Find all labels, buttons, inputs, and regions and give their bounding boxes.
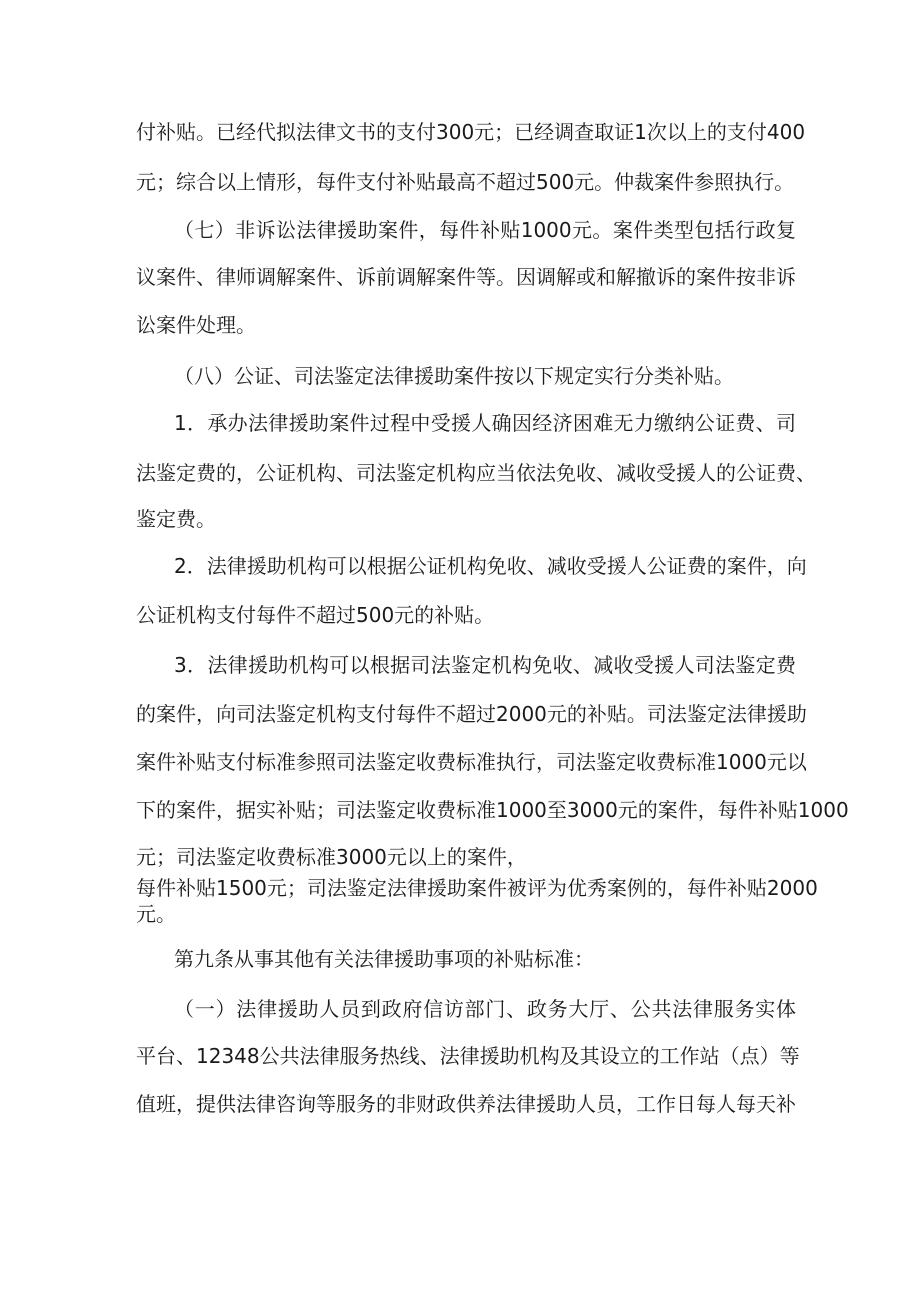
- text-line: 付补贴。已经代拟法律文书的支付300元；已经调查取证1次以上的支付400: [136, 120, 806, 144]
- text-line: （七）非诉讼法律援助案件，每件补贴1000元。案件类型包括行政复: [174, 218, 796, 242]
- text-line: （一）法律援助人员到政府信访部门、政务大厅、公共法律服务实体: [174, 997, 796, 1021]
- text-line: 元。: [136, 902, 176, 926]
- text-line: 平台、12348公共法律服务热线、法律援助机构及其设立的工作站（点）等: [136, 1044, 800, 1068]
- text-line: 2．法律援助机构可以根据公证机构免收、减收受援人公证费的案件，向: [174, 554, 807, 578]
- text-line: 案件补贴支付标准参照司法鉴定收费标准执行，司法鉴定收费标准1000元以: [136, 750, 807, 774]
- text-line: 鉴定费。: [136, 507, 216, 531]
- text-line: 讼案件处理。: [136, 313, 256, 337]
- text-line: 1．承办法律援助案件过程中受援人确因经济困难无力缴纳公证费、司: [174, 411, 796, 435]
- text-line: 每件补贴1500元；司法鉴定法律援助案件被评为优秀案例的，每件补贴2000: [136, 876, 818, 900]
- text-line: 第九条从事其他有关法律援助事项的补贴标准：: [174, 947, 594, 971]
- text-line: 公证机构支付每件不超过500元的补贴。: [136, 603, 495, 627]
- text-line: （八）公证、司法鉴定法律援助案件按以下规定实行分类补贴。: [174, 364, 734, 388]
- text-line: 值班，提供法律咨询等服务的非财政供养法律援助人员，工作日每人每天补: [136, 1092, 796, 1116]
- text-line: 议案件、律师调解案件、诉前调解案件等。因调解或和解撤诉的案件按非诉: [136, 265, 796, 289]
- text-line: 的案件，向司法鉴定机构支付每件不超过2000元的补贴。司法鉴定法律援助: [136, 702, 807, 726]
- text-line: 法鉴定费的，公证机构、司法鉴定机构应当依法免收、减收受援人的公证费、: [136, 461, 816, 485]
- text-line: 下的案件，据实补贴；司法鉴定收费标准1000至3000元的案件，每件补贴1000: [136, 798, 849, 822]
- text-line: 元；综合以上情形，每件支付补贴最高不超过500元。仲裁案件参照执行。: [136, 170, 795, 194]
- text-line: 3．法律援助机构可以根据司法鉴定机构免收、减收受援人司法鉴定费: [174, 653, 796, 677]
- text-line: 元；司法鉴定收费标准3000元以上的案件，: [136, 845, 527, 869]
